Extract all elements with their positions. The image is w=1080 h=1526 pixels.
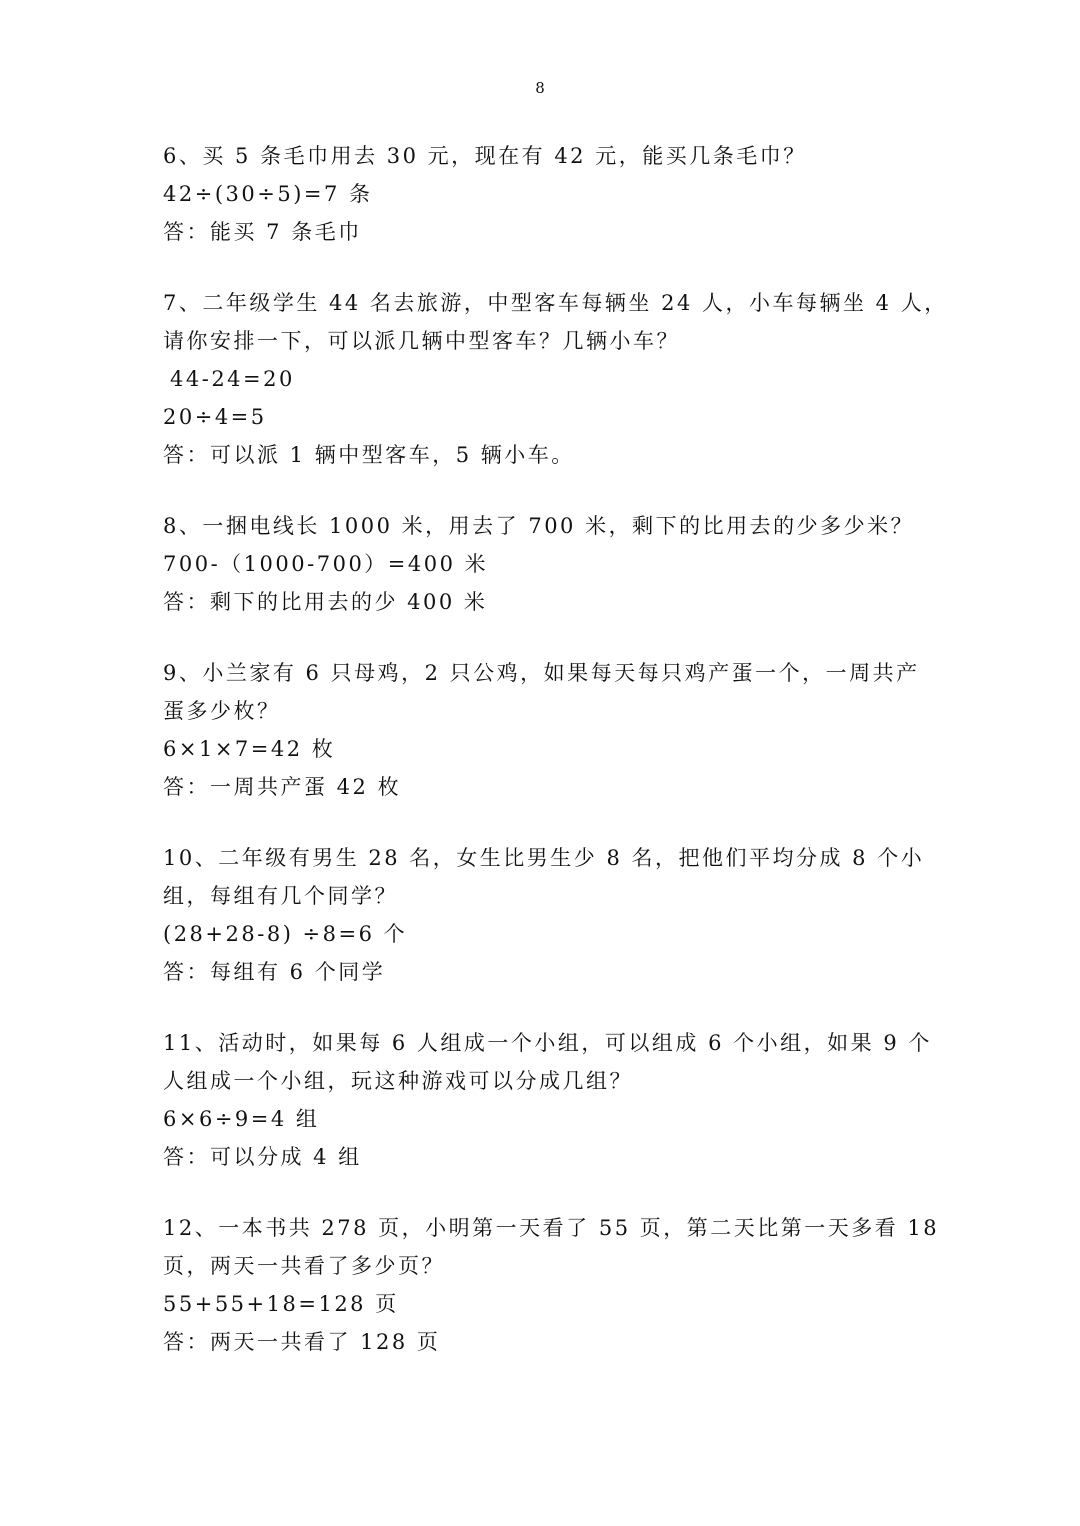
question-line: 10、二年级有男生 28 名，女生比男生少 8 名，把他们平均分成 8 个小 xyxy=(163,846,925,870)
question-line: 12、一本书共 278 页，小明第一天看了 55 页，第二天比第一天多看 18 xyxy=(163,1216,940,1240)
work-line: 700-（1000-700）=400 米 xyxy=(163,552,489,576)
answer-line: 答：剩下的比用去的少 400 米 xyxy=(163,590,488,614)
question-line: 8、一捆电线长 1000 米，用去了 700 米，剩下的比用去的少多少米？ xyxy=(163,514,915,538)
work-line: (28+28-8) ÷8=6 个 xyxy=(163,922,408,946)
question-line: 11、活动时，如果每 6 人组成一个小组，可以组成 6 个小组，如果 9 个 xyxy=(163,1031,932,1055)
work-line: 42÷(30÷5)=7 条 xyxy=(163,182,373,206)
question-line: 7、二年级学生 44 名去旅游，中型客车每辆坐 24 人，小车每辆坐 4 人， xyxy=(163,291,948,315)
question-line: 蛋多少枚？ xyxy=(163,699,281,723)
problem-9 xyxy=(163,654,923,806)
problem-8 xyxy=(163,507,923,621)
question-line: 组，每组有几个同学？ xyxy=(163,884,398,908)
work-line: 44-24=20 xyxy=(170,367,295,391)
question-line: 人组成一个小组，玩这种游戏可以分成几组？ xyxy=(163,1069,633,1093)
work-line: 6×6÷9=4 组 xyxy=(163,1107,320,1131)
problem-7 xyxy=(163,284,948,474)
question-line: 6、买 5 条毛巾用去 30 元，现在有 42 元，能买几条毛巾？ xyxy=(163,144,807,168)
question-line: 页，两天一共看了多少页？ xyxy=(163,1254,445,1278)
problem-6 xyxy=(163,137,923,251)
answer-line: 答：一周共产蛋 42 枚 xyxy=(163,775,402,799)
page-number: 8 xyxy=(535,79,545,97)
problem-list xyxy=(163,137,948,1394)
question-line: 9、小兰家有 6 只母鸡，2 只公鸡，如果每天每只鸡产蛋一个，一周共产 xyxy=(163,661,920,685)
answer-line: 答：可以分成 4 组 xyxy=(163,1145,362,1169)
work-line: 55+55+18=128 页 xyxy=(163,1292,399,1316)
answer-line: 答：可以派 1 辆中型客车，5 辆小车。 xyxy=(163,443,575,467)
answer-line: 答：两天一共看了 128 页 xyxy=(163,1330,441,1354)
problem-12 xyxy=(163,1209,940,1361)
answer-line: 答：能买 7 条毛巾 xyxy=(163,220,362,244)
answer-line: 答：每组有 6 个同学 xyxy=(163,960,386,984)
work-line: 6×1×7=42 枚 xyxy=(163,737,336,761)
question-line: 请你安排一下，可以派几辆中型客车？几辆小车？ xyxy=(163,329,680,353)
problem-10 xyxy=(163,839,923,991)
work-line: 20÷4=5 xyxy=(163,405,267,429)
problem-11 xyxy=(163,1024,932,1176)
